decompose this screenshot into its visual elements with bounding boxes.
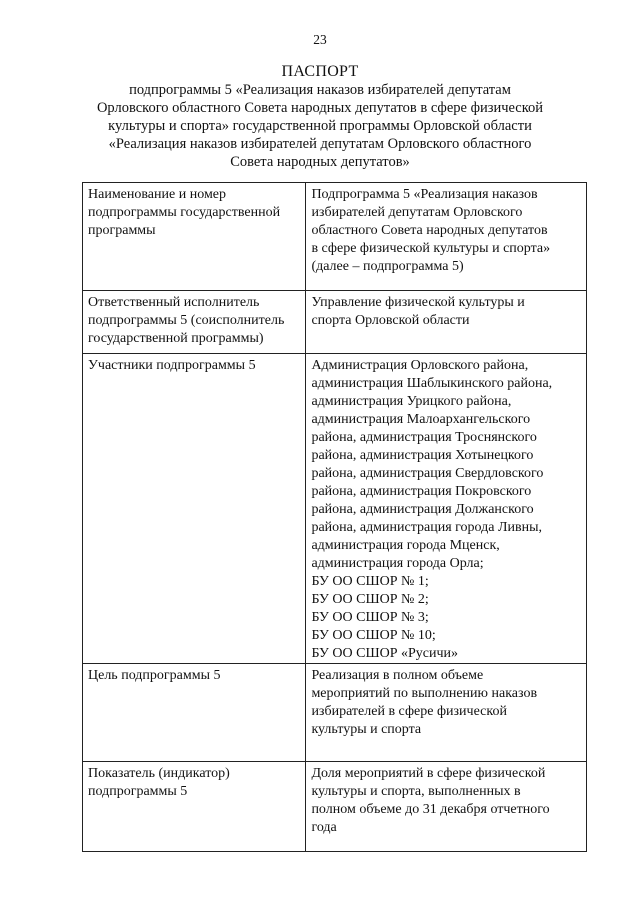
table-row-participants <box>83 354 587 664</box>
table-row-responsible <box>83 291 587 354</box>
value-line: избирателей депутатам Орловского <box>311 205 523 220</box>
document-title: ПАСПОРТ <box>281 63 359 80</box>
row-value <box>306 664 587 762</box>
label-line: программы <box>88 223 156 238</box>
value-line: Доля мероприятий в сфере физической <box>311 766 546 781</box>
label-line: Участники подпрограммы 5 <box>88 358 256 373</box>
value-line: администрация города Орла; <box>311 556 484 571</box>
subtitle-line: «Реализация наказов избирателей депутатам Орловского областного <box>108 136 532 152</box>
value-line: района, администрация Покровского <box>311 484 532 499</box>
value-line: района, администрация Хотынецкого <box>311 448 534 463</box>
value-line: спорта Орловской области <box>311 313 470 328</box>
value-line: избирателей в сфере физической <box>311 704 507 719</box>
row-label <box>83 291 306 354</box>
value-line: БУ ОО СШОР «Русичи» <box>311 646 458 661</box>
value-line: администрация города Мценск, <box>311 538 500 553</box>
label-line: государственной программы) <box>88 331 264 346</box>
row-label <box>83 762 306 852</box>
label-line: Ответственный исполнитель <box>88 295 260 310</box>
table-row-name <box>83 183 587 291</box>
table-row-indicator <box>83 762 587 852</box>
label-line: Цель подпрограммы 5 <box>88 668 221 683</box>
value-line: района, администрация Свердловского <box>311 466 544 481</box>
row-value <box>306 183 587 291</box>
subtitle-line: Совета народных депутатов» <box>230 154 410 170</box>
label-line: подпрограммы 5 <box>88 784 188 799</box>
label-line: подпрограммы государственной <box>88 205 281 220</box>
value-line: культуры и спорта, выполненных в <box>311 784 521 799</box>
value-line: БУ ОО СШОР № 2; <box>311 592 429 607</box>
value-line: района, администрация Должанского <box>311 502 534 517</box>
row-label <box>83 183 306 291</box>
value-line: района, администрация Троснянского <box>311 430 537 445</box>
value-line: Подпрограмма 5 «Реализация наказов <box>311 187 538 202</box>
value-line: администрация Малоархангельского <box>311 412 531 427</box>
subtitle-line: подпрограммы 5 «Реализация наказов избирателей депутатам <box>129 82 511 98</box>
value-line: администрация Шаблыкинского района, <box>311 376 553 391</box>
value-line: Реализация в полном объеме <box>311 668 484 683</box>
label-line: Наименование и номер <box>88 187 227 202</box>
row-value <box>306 291 587 354</box>
value-line: областного Совета народных депутатов <box>311 223 548 238</box>
value-line: БУ ОО СШОР № 3; <box>311 610 429 625</box>
value-line: (далее – подпрограмма 5) <box>311 259 464 274</box>
value-line: Управление физической культуры и <box>311 295 525 310</box>
page-number: 23 <box>313 32 327 47</box>
passport-table <box>82 182 587 852</box>
row-label <box>83 354 306 664</box>
value-line: БУ ОО СШОР № 1; <box>311 574 429 589</box>
value-line: в сфере физической культуры и спорта» <box>311 241 551 256</box>
value-line: полном объеме до 31 декабря отчетного <box>311 802 550 817</box>
document-header <box>0 63 640 171</box>
value-line: года <box>311 820 337 835</box>
value-line: администрация Урицкого района, <box>311 394 512 409</box>
value-line: БУ ОО СШОР № 10; <box>311 628 436 643</box>
label-line: Показатель (индикатор) <box>88 766 230 781</box>
row-label <box>83 664 306 762</box>
row-value <box>306 354 587 664</box>
value-line: Администрация Орловского района, <box>311 358 529 373</box>
label-line: подпрограммы 5 (соисполнитель <box>88 313 285 328</box>
row-value <box>306 762 587 852</box>
table-row-goal <box>83 664 587 762</box>
subtitle-line: Орловского областного Совета народных депутатов в сфере физической <box>96 100 544 116</box>
subtitle-line: культуры и спорта» государственной программы Орловской области <box>108 118 532 134</box>
value-line: мероприятий по выполнению наказов <box>311 686 538 701</box>
value-line: культуры и спорта <box>311 722 422 737</box>
value-line: района, администрация города Ливны, <box>311 520 542 535</box>
